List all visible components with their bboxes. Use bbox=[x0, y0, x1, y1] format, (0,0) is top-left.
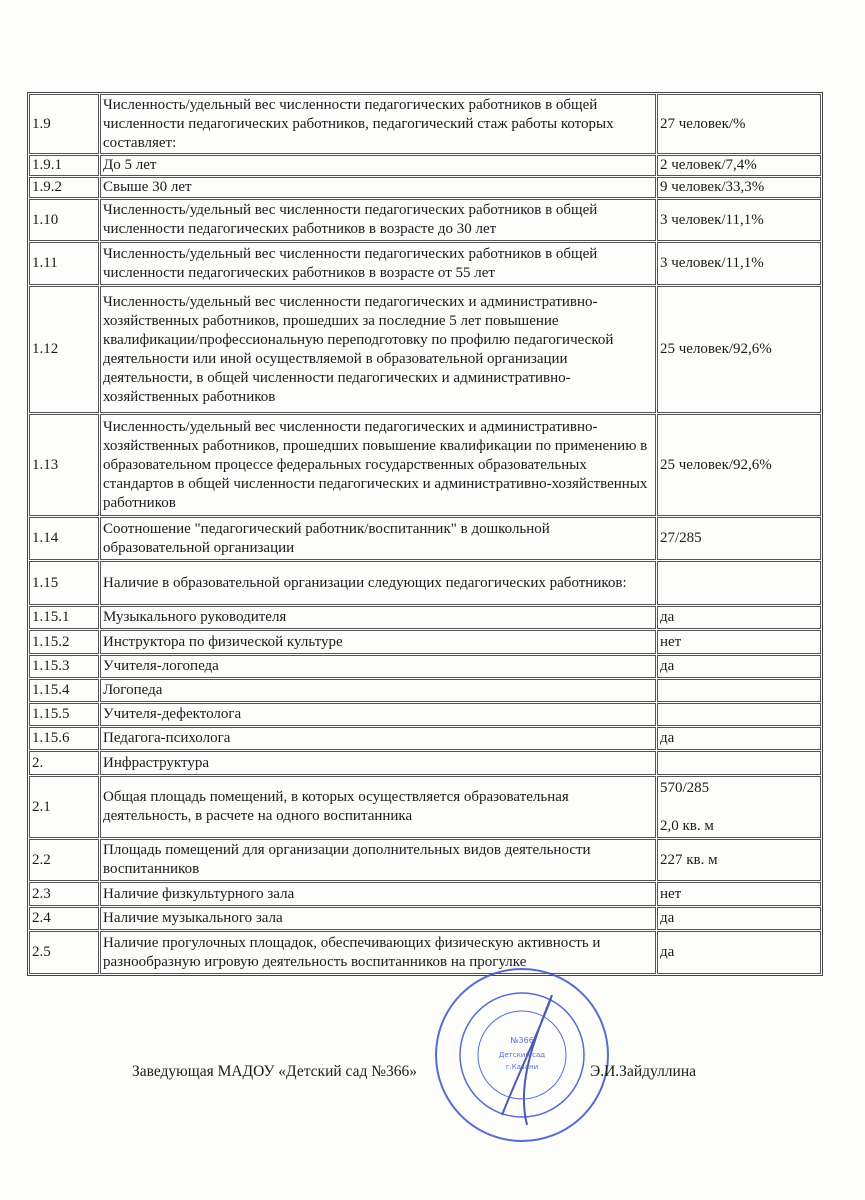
row-value-text: да bbox=[660, 944, 675, 960]
row-number: 2.5 bbox=[29, 931, 99, 974]
row-value bbox=[657, 776, 821, 838]
svg-text:г.Казани: г.Казани bbox=[505, 1063, 539, 1071]
row-value-text: нет bbox=[660, 885, 682, 902]
table-row bbox=[29, 630, 821, 654]
row-value bbox=[657, 703, 821, 726]
official-stamp bbox=[432, 965, 612, 1145]
row-value bbox=[657, 907, 821, 930]
row-value-text: 27 человек/% bbox=[660, 115, 746, 132]
row-value bbox=[657, 94, 821, 154]
row-value bbox=[657, 679, 821, 702]
row-number: 1.14 bbox=[29, 517, 99, 560]
row-indicator: Музыкального руководителя bbox=[100, 606, 656, 629]
row-value bbox=[657, 199, 821, 241]
row-number: 2.3 bbox=[29, 882, 99, 906]
svg-text:№366: №366 bbox=[510, 1036, 534, 1045]
row-number: 1.9.2 bbox=[29, 177, 99, 198]
table-row bbox=[29, 839, 821, 881]
row-value-text: 2 человек/7,4% bbox=[660, 157, 757, 173]
table-row bbox=[29, 655, 821, 678]
row-indicator: Наличие в образовательной организации следующих педагогических работников: bbox=[100, 561, 656, 605]
row-indicator: Педагога-психолога bbox=[100, 727, 656, 750]
row-value bbox=[657, 561, 821, 605]
row-indicator: Учителя-дефектолога bbox=[100, 703, 656, 726]
row-number: 1.15.4 bbox=[29, 679, 99, 702]
row-number: 1.15.6 bbox=[29, 727, 99, 750]
row-number: 2. bbox=[29, 751, 99, 775]
row-value-text: 3 человек/11,1% bbox=[660, 211, 764, 228]
row-value bbox=[657, 286, 821, 413]
row-indicator: Свыше 30 лет bbox=[100, 177, 656, 198]
row-value bbox=[657, 242, 821, 285]
table-row bbox=[29, 199, 821, 241]
row-number: 1.15.5 bbox=[29, 703, 99, 726]
row-indicator: Инструктора по физической культуре bbox=[100, 630, 656, 654]
table-row bbox=[29, 882, 821, 906]
row-value bbox=[657, 606, 821, 629]
row-indicator: Учителя-логопеда bbox=[100, 655, 656, 678]
table-row bbox=[29, 414, 821, 516]
row-indicator: Численность/удельный вес численности педагогических работников в общей численности педагогических работников, педагогический стаж работы которых составляет: bbox=[100, 94, 656, 154]
row-indicator: Соотношение "педагогический работник/воспитанник" в дошкольной образовательной организации bbox=[100, 517, 656, 560]
table-row bbox=[29, 517, 821, 560]
row-value-text: нет bbox=[660, 633, 682, 650]
table-row bbox=[29, 751, 821, 775]
table-row bbox=[29, 679, 821, 702]
row-value bbox=[657, 155, 821, 176]
row-value bbox=[657, 931, 821, 974]
row-value-text: да bbox=[660, 910, 675, 926]
row-value bbox=[657, 727, 821, 750]
row-number: 1.15 bbox=[29, 561, 99, 605]
row-value-text: 9 человек/33,3% bbox=[660, 179, 765, 195]
table-row bbox=[29, 155, 821, 176]
table-row bbox=[29, 931, 821, 974]
row-indicator: Наличие музыкального зала bbox=[100, 907, 656, 930]
row-value-text: 25 человек/92,6% bbox=[660, 456, 772, 473]
row-value-text: 27/285 bbox=[660, 530, 702, 546]
row-value-text: 3 человек/11,1% bbox=[660, 255, 764, 271]
row-value bbox=[657, 882, 821, 906]
row-indicator: Наличие физкультурного зала bbox=[100, 882, 656, 906]
row-number: 1.10 bbox=[29, 199, 99, 241]
row-value bbox=[657, 177, 821, 198]
row-number: 1.15.2 bbox=[29, 630, 99, 654]
table-row bbox=[29, 286, 821, 413]
report-table bbox=[27, 92, 823, 976]
row-indicator: Численность/удельный вес численности педагогических работников в общей численности педагогических работников в возрасте до 30 лет bbox=[100, 199, 656, 241]
row-number: 1.11 bbox=[29, 242, 99, 285]
row-value bbox=[657, 751, 821, 775]
row-number: 1.12 bbox=[29, 286, 99, 413]
table-row bbox=[29, 907, 821, 930]
row-number: 2.4 bbox=[29, 907, 99, 930]
row-number: 1.9.1 bbox=[29, 155, 99, 176]
row-number: 1.9 bbox=[29, 94, 99, 154]
row-value bbox=[657, 655, 821, 678]
row-number: 1.15.1 bbox=[29, 606, 99, 629]
row-value bbox=[657, 517, 821, 560]
row-number: 2.1 bbox=[29, 776, 99, 838]
row-value bbox=[657, 414, 821, 516]
row-value-text: да bbox=[660, 609, 675, 625]
row-value-text: да bbox=[660, 658, 675, 674]
row-number: 2.2 bbox=[29, 839, 99, 881]
row-indicator: Логопеда bbox=[100, 679, 656, 702]
row-indicator: Инфраструктура bbox=[100, 751, 656, 775]
table-row bbox=[29, 94, 821, 154]
row-value-text: 227 кв. м bbox=[660, 851, 718, 868]
table-row bbox=[29, 177, 821, 198]
signatory-position: Заведующая МАДОУ «Детский сад №366» bbox=[132, 1063, 418, 1080]
signatory-name: Э.И.Зайдуллина bbox=[590, 1063, 697, 1080]
table-row bbox=[29, 242, 821, 285]
row-value bbox=[657, 630, 821, 654]
row-indicator: Численность/удельный вес численности педагогических и административно-хозяйственных работников, прошедших повышение квалификации по применению в образовательном процессе федеральных государственных образовательных стандартов в общей численности педагогических и административно-хозяйственных работников bbox=[100, 414, 656, 516]
row-value-text: 570/285 2,0 кв. м bbox=[660, 779, 714, 834]
row-indicator: До 5 лет bbox=[100, 155, 656, 176]
row-indicator: Численность/удельный вес численности педагогических работников в общей численности педагогических работников в возрасте от 55 лет bbox=[100, 242, 656, 285]
row-number: 1.13 bbox=[29, 414, 99, 516]
table-row bbox=[29, 727, 821, 750]
table-row bbox=[29, 776, 821, 838]
row-indicator: Наличие прогулочных площадок, обеспечивающих физическую активность и разнообразную игровую деятельность воспитанников на прогулке bbox=[100, 931, 656, 974]
row-value bbox=[657, 839, 821, 881]
table-row bbox=[29, 606, 821, 629]
svg-text:Детский сад: Детский сад bbox=[498, 1051, 546, 1059]
row-indicator: Численность/удельный вес численности педагогических и административно-хозяйственных работников, прошедших за последние 5 лет повышение квалификации/профессиональную переподготовку по профилю педагогической деятельности или иной осуществляемой в образовательной организации деятельности, в общей численности педагогических и административно-хозяйственных работников bbox=[100, 286, 656, 413]
row-indicator: Общая площадь помещений, в которых осуществляется образовательная деятельность, в расчете на одного воспитанника bbox=[100, 776, 656, 838]
row-value-text: 25 человек/92,6% bbox=[660, 341, 772, 357]
row-number: 1.15.3 bbox=[29, 655, 99, 678]
row-indicator: Площадь помещений для организации дополнительных видов деятельности воспитанников bbox=[100, 839, 656, 881]
table-row bbox=[29, 561, 821, 605]
table-row bbox=[29, 703, 821, 726]
row-value-text: да bbox=[660, 730, 675, 746]
